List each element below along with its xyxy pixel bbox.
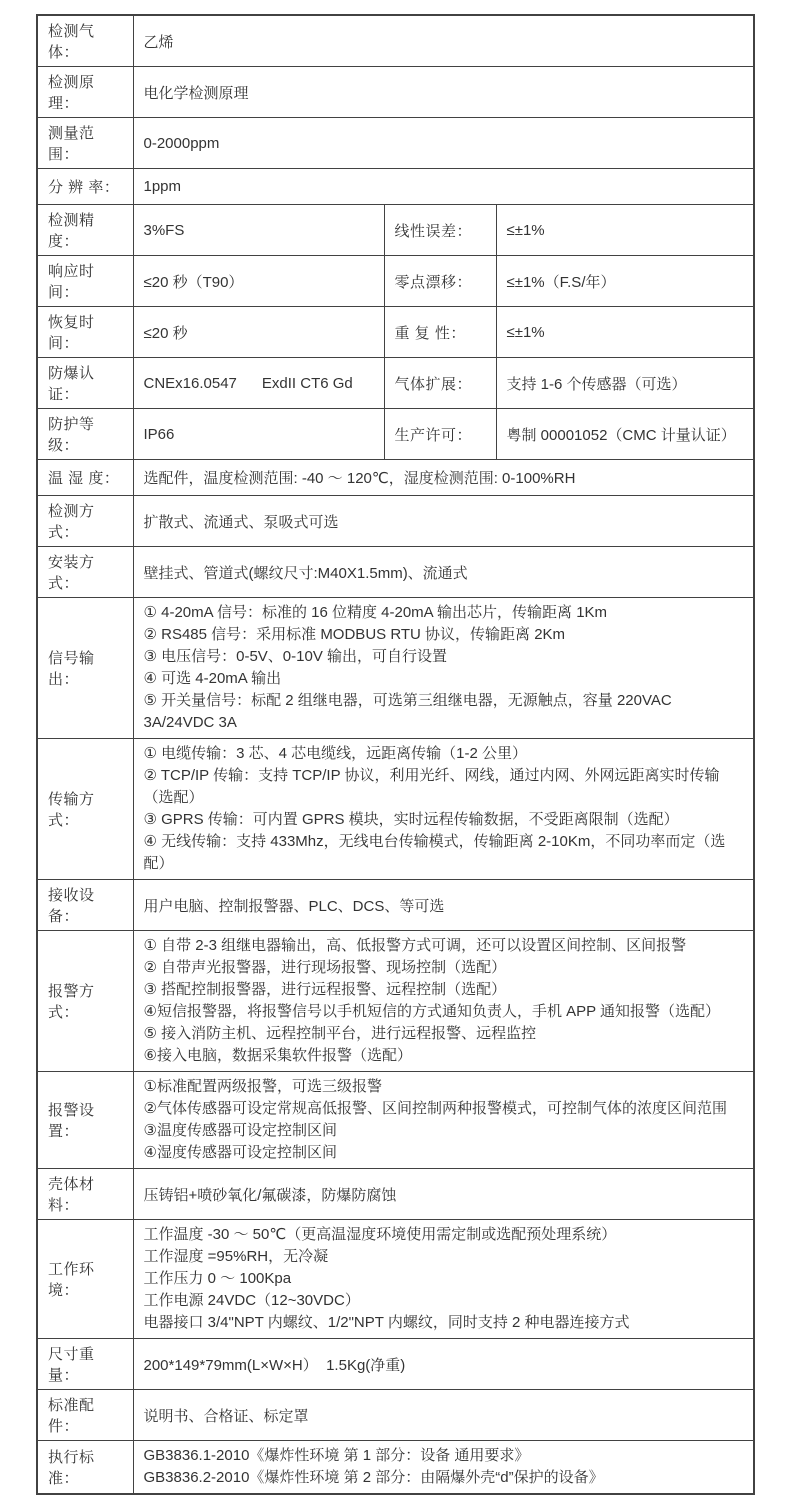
spec-line: ④短信报警器，将报警信号以手机短信的方式通知负责人，手机 APP 通知报警（选配） (143, 1003, 721, 1020)
row-value: 壁挂式、管道式(螺纹尺寸:M40X1.5mm)、流通式 (133, 547, 754, 598)
spec-table (36, 14, 755, 1495)
table-row (37, 496, 754, 547)
spec-line: ⑤ 开关量信号：标配 2 组继电器，可选第三组继电器，无源触点，容量 220VAC 3A/24VDC 3A (143, 692, 676, 731)
row-value: 扩散式、流通式、泵吸式可选 (133, 496, 754, 547)
row-label-secondary: 线性误差： (384, 205, 496, 256)
row-value: IP66 (133, 409, 384, 460)
row-label: 接收设备： (37, 880, 133, 931)
spec-line: ⑥接入电脑，数据采集软件报警（选配） (143, 1047, 412, 1064)
table-row (37, 118, 754, 169)
row-label: 安装方式： (37, 547, 133, 598)
spec-line: ④ 可选 4-20mA 输出 (143, 670, 282, 687)
table-row (37, 880, 754, 931)
table-row (37, 931, 754, 1072)
row-label: 分 辨 率： (37, 169, 133, 205)
table-row (37, 169, 754, 205)
row-value: CNEx16.0547 ExdII CT6 Gd (133, 358, 384, 409)
row-value: ≤20 秒 (133, 307, 384, 358)
spec-line: 工作压力 0 ～ 100Kpa (143, 1270, 292, 1287)
spec-line: ③ 电压信号：0-5V、0-10V 输出，可自行设置 (143, 648, 447, 665)
row-value-secondary: ≤±1% (496, 307, 754, 358)
row-label: 防爆认证： (37, 358, 133, 409)
row-value: 压铸铝+喷砂氧化/氟碳漆，防爆防腐蚀 (133, 1169, 754, 1220)
row-label-secondary: 气体扩展： (384, 358, 496, 409)
row-value-secondary: ≤±1%（F.S/年） (496, 256, 754, 307)
row-label: 防护等级： (37, 409, 133, 460)
table-row (37, 1339, 754, 1390)
spec-line: ③ 搭配控制报警器，进行远程报警、远程控制（选配） (143, 981, 507, 998)
row-label: 测量范围： (37, 118, 133, 169)
row-label: 响应时间： (37, 256, 133, 307)
row-value: 选配件，温度检测范围: -40 ～ 120℃，湿度检测范围: 0-100%RH (133, 460, 754, 496)
spec-line: GB3836.1-2010《爆炸性环境 第 1 部分：设备 通用要求》 (143, 1447, 530, 1464)
table-row (37, 205, 754, 256)
table-row (37, 739, 754, 880)
table-row (37, 256, 754, 307)
table-row (37, 1441, 754, 1495)
row-value (133, 1220, 754, 1339)
spec-line: ② 自带声光报警器，进行现场报警、现场控制（选配） (143, 959, 507, 976)
spec-line: ④ 无线传输：支持 433Mhz，无线电台传输模式，传输距离 2-10Km，不同功率而定（选配） (143, 833, 726, 872)
table-row (37, 598, 754, 739)
spec-line: ⑤ 接入消防主机、远程控制平台，进行远程报警、远程监控 (143, 1025, 537, 1042)
row-label-secondary: 零点漂移： (384, 256, 496, 307)
spec-line: 电器接口 3/4"NPT 内螺纹、1/2"NPT 内螺纹，同时支持 2 种电器连接方式 (143, 1314, 630, 1331)
table-row (37, 67, 754, 118)
row-value: 乙烯 (133, 15, 754, 67)
table-row (37, 307, 754, 358)
table-row (37, 409, 754, 460)
spec-line: ②气体传感器可设定常规高低报警、区间控制两种报警模式，可控制气体的浓度区间范围 (143, 1100, 727, 1117)
row-value (133, 931, 754, 1072)
row-value-secondary: ≤±1% (496, 205, 754, 256)
spec-line: ② RS485 信号：采用标准 MODBUS RTU 协议，传输距离 2Km (143, 626, 566, 643)
row-label: 检测气体： (37, 15, 133, 67)
spec-line: ③温度传感器可设定控制区间 (143, 1122, 337, 1139)
row-value: ≤20 秒（T90） (133, 256, 384, 307)
row-value (133, 598, 754, 739)
table-row (37, 547, 754, 598)
row-label-secondary: 重 复 性： (384, 307, 496, 358)
table-row (37, 1169, 754, 1220)
table-row (37, 358, 754, 409)
spec-line: ③ GPRS 传输：可内置 GPRS 模块，实时远程传输数据，不受距离限制（选配） (143, 811, 679, 828)
table-row (37, 15, 754, 67)
spec-line: 工作湿度 =95%RH，无冷凝 (143, 1248, 329, 1265)
table-row (37, 1220, 754, 1339)
row-value (133, 1441, 754, 1495)
row-value: 1ppm (133, 169, 754, 205)
row-label: 检测原理： (37, 67, 133, 118)
row-label: 信号输出： (37, 598, 133, 739)
row-label-secondary: 生产许可： (384, 409, 496, 460)
row-label: 报警设置： (37, 1072, 133, 1169)
row-value: 0-2000ppm (133, 118, 754, 169)
table-row (37, 1072, 754, 1169)
table-row (37, 460, 754, 496)
spec-line: ① 自带 2-3 组继电器输出，高、低报警方式可调，还可以设置区间控制、区间报警 (143, 937, 687, 954)
row-label: 传输方式： (37, 739, 133, 880)
row-label: 尺寸重量： (37, 1339, 133, 1390)
row-label: 温 湿 度： (37, 460, 133, 496)
row-label: 检测方式： (37, 496, 133, 547)
row-value: 200*149*79mm(L×W×H） 1.5Kg(净重) (133, 1339, 754, 1390)
row-label: 工作环境： (37, 1220, 133, 1339)
spec-line: ①标准配置两级报警，可选三级报警 (143, 1078, 382, 1095)
spec-line: ① 电缆传输：3 芯、4 芯电缆线，远距离传输（1-2 公里） (143, 745, 527, 762)
row-value: 说明书、合格证、标定罩 (133, 1390, 754, 1441)
spec-table-body (37, 15, 754, 1494)
row-value: 电化学检测原理 (133, 67, 754, 118)
row-label: 报警方式： (37, 931, 133, 1072)
spec-line: ④湿度传感器可设定控制区间 (143, 1144, 337, 1161)
spec-line: 工作温度 -30 ～ 50℃（更高温湿度环境使用需定制或选配预处理系统） (143, 1226, 617, 1243)
spec-line: ② TCP/IP 传输：支持 TCP/IP 协议，利用光纤、网线，通过内网、外网远距离实时传输（选配） (143, 767, 720, 806)
row-value-secondary: 支持 1-6 个传感器（可选） (496, 358, 754, 409)
spec-line: GB3836.2-2010《爆炸性环境 第 2 部分：由隔爆外壳“d”保护的设备》 (143, 1469, 604, 1486)
row-value (133, 1072, 754, 1169)
spec-line: 工作电源 24VDC（12~30VDC） (143, 1292, 360, 1309)
row-label: 壳体材料： (37, 1169, 133, 1220)
row-label: 执行标准： (37, 1441, 133, 1495)
row-label: 标准配件： (37, 1390, 133, 1441)
row-value-secondary: 粤制 00001052（CMC 计量认证） (496, 409, 754, 460)
spec-line: ① 4-20mA 信号：标准的 16 位精度 4-20mA 输出芯片，传输距离 1Km (143, 604, 608, 621)
row-label: 恢复时间： (37, 307, 133, 358)
row-label: 检测精度： (37, 205, 133, 256)
row-value: 用户电脑、控制报警器、PLC、DCS、等可选 (133, 880, 754, 931)
table-row (37, 1390, 754, 1441)
row-value: 3%FS (133, 205, 384, 256)
row-value (133, 739, 754, 880)
